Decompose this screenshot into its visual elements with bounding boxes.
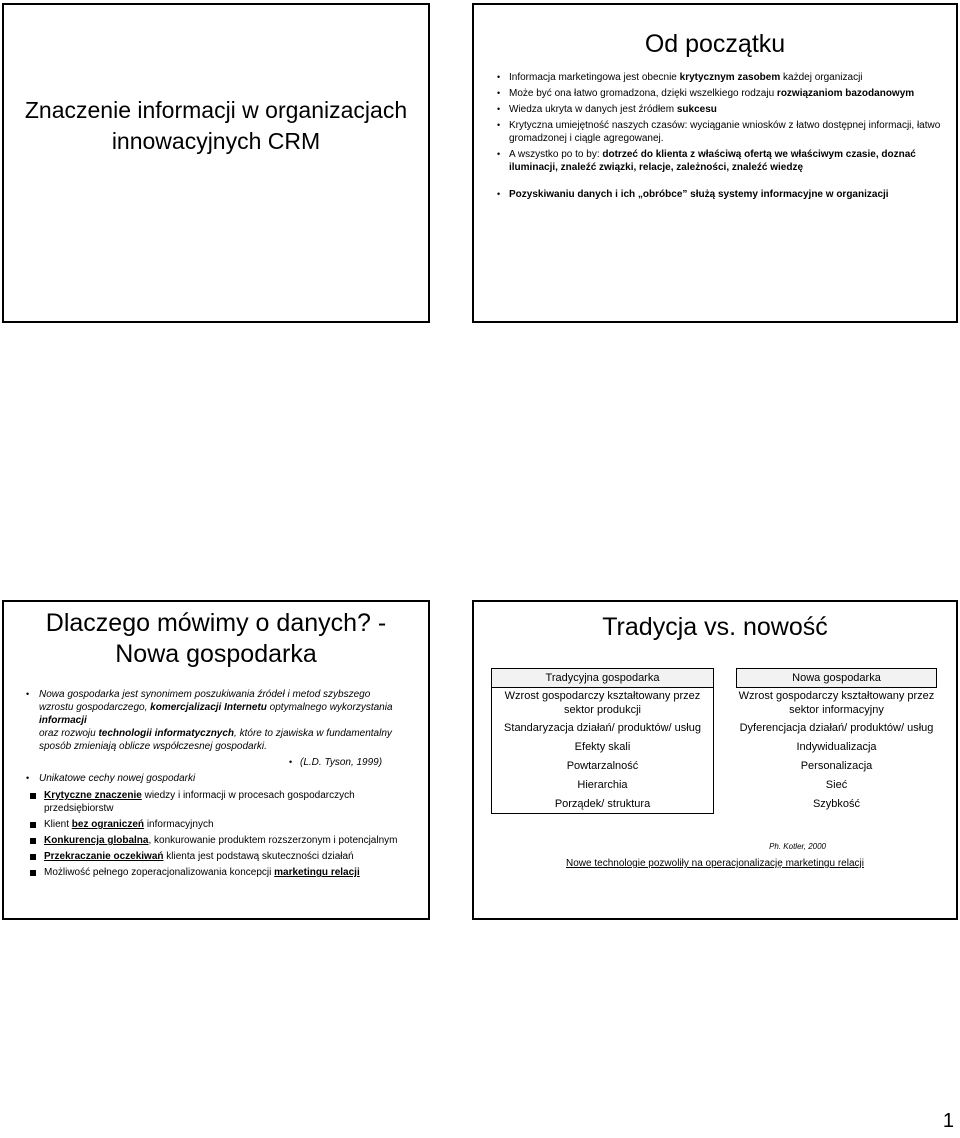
table-row: Porządek/ struktura Szybkość <box>492 794 937 814</box>
slide-4 <box>472 600 958 920</box>
slide-3-citation: • (L.D. Tyson, 1999) <box>300 757 382 768</box>
table-row: Powtarzalność Personalizacja <box>492 756 937 775</box>
slide-3-intro <box>26 688 404 753</box>
bullet-item: • A wszystko po to by: dotrzeć do klienta z właściwą ofertą we właściwym czasie, doznać iluminacji, znaleźć związki, relacje, zależności, znaleźć wiedzę <box>496 148 944 174</box>
slide-1 <box>2 3 430 323</box>
slide-2-title: Od początku <box>644 30 786 58</box>
slide-3-subheading: • Unikatowe cechy nowej gospodarki <box>26 773 195 784</box>
bullet-item: • Może być ona łatwo gromadzona, dzięki wszelkiego rodzaju rozwiązaniom bazodanowym <box>496 87 944 100</box>
bullet-item: • Krytyczna umiejętność naszych czasów: wyciąganie wniosków z łatwo dostępnej informacji, łatwo gromadzonej i ciągle agregowanej. <box>496 119 944 145</box>
page-number: 1 <box>942 1110 954 1132</box>
slide-2 <box>472 3 958 323</box>
table-row: Standaryzacja działań/ produktów/ usług Dyferencjacja działań/ produktów/ usług <box>492 718 937 737</box>
slide-2-bullet-list <box>496 71 944 204</box>
list-item: Krytyczne znaczenie wiedzy i informacji w procesach gospodarczych przedsiębiorstw <box>30 789 404 815</box>
slide-4-note: Nowe technologie pozwoliły na operacjonalizację marketingu relacji <box>566 858 864 869</box>
table-row: Efekty skali Indywidualizacja <box>492 737 937 756</box>
slide-3 <box>2 600 430 920</box>
intro-paragraph: • Nowa gospodarka jest synonimem poszukiwania źródeł i metod szybszego wzrostu gospodarczego, komercjalizacji Internetu optymalnego wykorzystania informacji oraz rozwoju technologii informatycznych, które to zjawiska w fundamentalny sposób zmieniają oblicze współczesnej gospodarki. <box>26 688 404 753</box>
slide-4-title: Tradycja vs. nowość <box>602 613 828 641</box>
header-traditional: Tradycyjna gospodarka <box>492 669 714 688</box>
comparison-table <box>491 668 937 814</box>
list-item: Konkurencja globalna, konkurowanie produktem rozszerzonym i potencjalnym <box>30 834 404 847</box>
list-item: Klient bez ograniczeń informacyjnych <box>30 818 404 831</box>
list-item: Przekraczanie oczekiwań klienta jest podstawą skuteczności działań <box>30 850 404 863</box>
bullet-item: • Informacja marketingowa jest obecnie krytycznym zasobem każdej organizacji <box>496 71 944 84</box>
bullet-item: • Pozyskiwaniu danych i ich „obróbce” służą systemy informacyjne w organizacji <box>496 188 944 201</box>
bullet-item: • Wiedza ukryta w danych jest źródłem sukcesu <box>496 103 944 116</box>
table-row: Wzrost gospodarczy kształtowany przez sektor produkcji Wzrost gospodarczy kształtowany przez sektor informacyjny <box>492 688 937 719</box>
slide-3-title: Dlaczego mówimy o danych? - Nowa gospodarka <box>45 609 387 668</box>
slide-3-feature-list <box>30 789 404 882</box>
list-item: Możliwość pełnego zoperacjonalizowania koncepcji marketingu relacji <box>30 866 404 879</box>
header-new: Nowa gospodarka <box>737 669 937 688</box>
table-row: Hierarchia Sieć <box>492 775 937 794</box>
table-header-row <box>492 669 937 688</box>
slide-4-citation: Ph. Kotler, 2000 <box>769 842 826 851</box>
slide-1-title: Znaczenie informacji w organizacjach innowacyjnych CRM <box>24 97 408 154</box>
